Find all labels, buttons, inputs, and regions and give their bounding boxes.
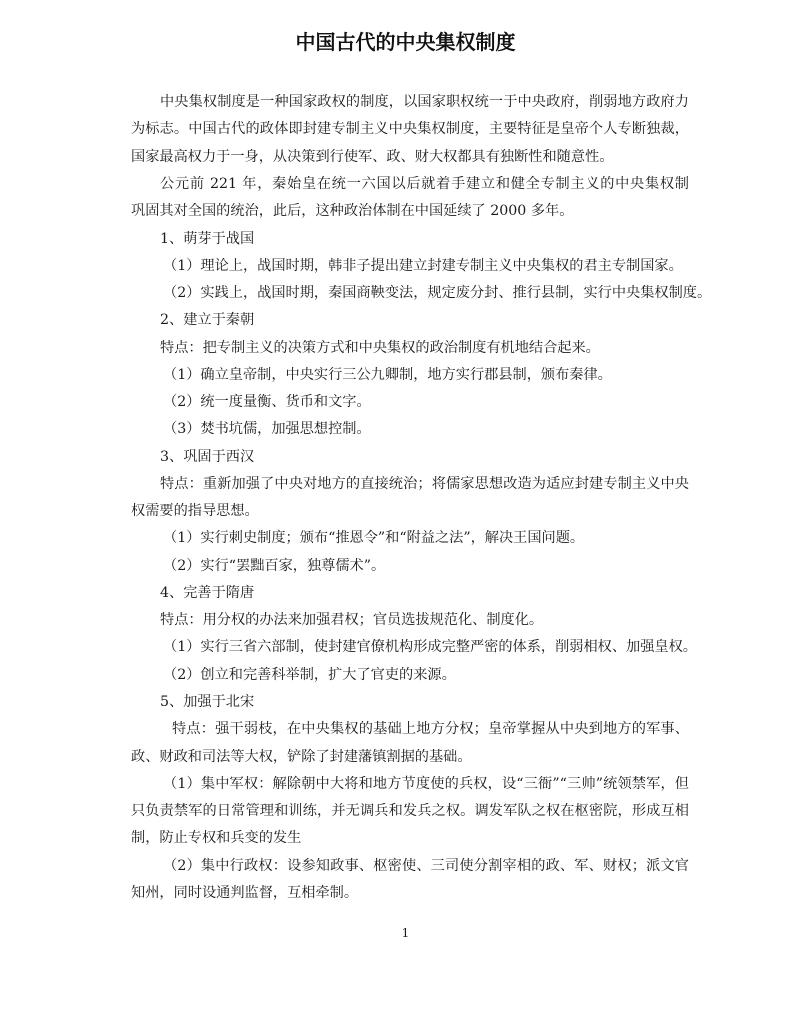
- document-title: 中国古代的中央集权制度: [295, 30, 516, 54]
- list-item: （1）理论上，战国时期，韩非子提出建立封建专制主义中央集权的君主专制国家。: [163, 258, 683, 274]
- paragraph-line: 中央集权制度是一种国家政权的制度，以国家职权统一于中央政府，削弱地方政府力: [160, 94, 689, 110]
- list-item: （2）统一度量衡、货币和文字。: [163, 394, 371, 410]
- section-heading: 2、建立于秦朝: [160, 312, 255, 328]
- feature-line: 政、财政和司法等大权，铲除了封建藩镇割据的基础。: [131, 749, 472, 765]
- feature-line: 特点：把专制主义的决策方式和中央集权的政治制度有机地结合起来。: [160, 340, 600, 356]
- list-item: （1）实行三省六部制，使封建官僚机构形成完整严密的体系，削弱相权、加强皇权。: [163, 639, 697, 655]
- section-heading: 3、巩固于西汉: [160, 449, 255, 465]
- list-item: （2）创立和完善科举制，扩大了官吏的来源。: [163, 667, 456, 683]
- feature-line: 特点：强干弱枝，在中央集权的基础上地方分权；皇帝掌握从中央到地方的军事、: [172, 721, 689, 737]
- list-item: 制，防止专权和兵变的发生: [131, 830, 302, 846]
- paragraph-line: 为标志。中国古代的政体即封建专制主义中央集权制度，主要特征是皇帝个人专断独裁，: [131, 121, 689, 137]
- feature-line: 权需要的指导思想。: [131, 503, 259, 519]
- list-item: 只负责禁军的日常管理和训练，并无调兵和发兵之权。调发军队之权在枢密院，形成互相: [131, 803, 689, 819]
- list-item: （1）确立皇帝制，中央实行三公九卿制，地方实行郡县制，颁布秦律。: [163, 367, 612, 383]
- paragraph-line: 公元前 221 年，秦始皇在统一六国以后就着手建立和健全专制主义的中央集权制: [160, 176, 689, 192]
- list-item: （2）集中行政权：设参知政事、枢密使、三司使分割宰相的政、军、财权；派文官: [163, 858, 689, 874]
- feature-line: 特点：用分权的办法来加强君权；官员选拔规范化、制度化。: [160, 612, 544, 628]
- list-item: （3）焚书坑儒，加强思想控制。: [163, 421, 371, 437]
- list-item: （2）实践上，战国时期，秦国商鞅变法，规定废分封、推行县制，实行中央集权制度。: [163, 285, 712, 301]
- page-number: 1: [401, 926, 410, 940]
- paragraph-line: 国家最高权力于一身，从决策到行使军、政、财大权都具有独断性和随意性。: [131, 149, 614, 165]
- section-heading: 1、萌芽于战国: [160, 231, 255, 247]
- section-heading: 5、加强于北宋: [160, 694, 255, 710]
- section-heading: 4、完善于隋唐: [160, 585, 255, 601]
- list-item: （1）集中军权：解除朝中大将和地方节度使的兵权，设“三衙”“三帅”统领禁军，但: [163, 776, 689, 792]
- list-item: 知州，同时设通判监督，互相牵制。: [131, 885, 359, 901]
- feature-line: 特点：重新加强了中央对地方的直接统治；将儒家思想改造为适应封建专制主义中央: [160, 476, 689, 492]
- list-item: （2）实行“罢黜百家，独尊儒术”。: [163, 558, 386, 574]
- paragraph-line: 巩固其对全国的统治，此后，这种政治体制在中国延续了 2000 多年。: [131, 203, 574, 219]
- list-item: （1）实行刺史制度；颁布“推恩令”和“附益之法”，解决王国问题。: [163, 530, 585, 546]
